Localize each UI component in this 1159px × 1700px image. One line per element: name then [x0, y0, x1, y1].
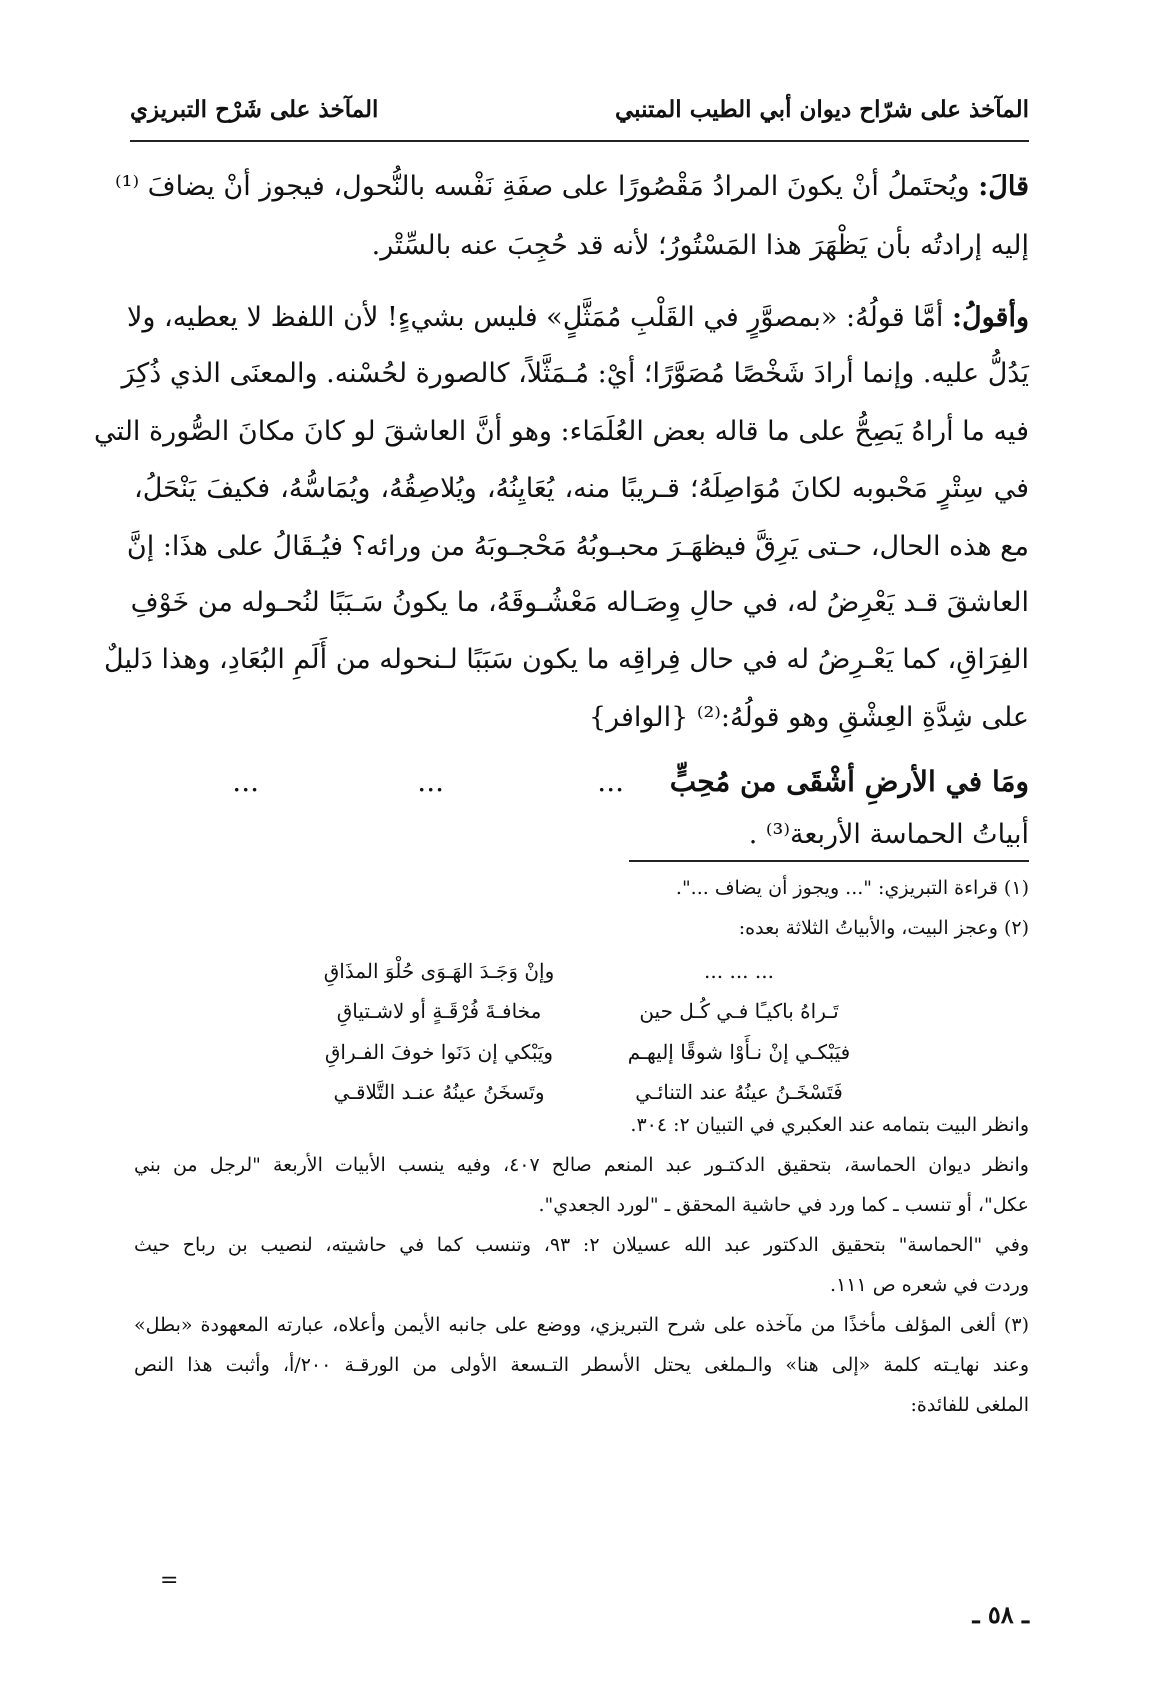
footnote-2-intro: (٢) وعجز البيت، والأبياتُ الثلاثة بعده: — [738, 917, 1029, 939]
poem-ajuz: ويَبْكي إن دَنَوا خوفَ الفـراقِ — [324, 1040, 554, 1064]
verse-line — [134, 760, 1029, 810]
footnote-2-line: وفي "الحماسة" بتحقيق الدكتور عبد الله عسيلان ٢: ٩٣، وتنسب كما في حاشيته، لنصيب بن رباح حيث — [134, 1234, 1029, 1256]
poem-ajuz: وتَسخَنُ عينُهُ عنـد التَّلاقـي — [333, 1080, 545, 1104]
header-rule — [130, 140, 1029, 142]
poem-verse — [314, 1033, 854, 1071]
page-number: ـ ٥٨ ـ — [972, 1600, 1029, 1629]
body-line: قالَ: ويُحتَملُ أنْ يكونَ المرادُ مَقْصُورًا على صفَةِ نَفْسه بالنُّحول، فيجوز أنْ يضافَ ⁽¹⁾ — [114, 171, 1029, 202]
body-line: الفِرَاقِ، كما يَعْـرِضُ له في حال فِراقِه ما يكون سَبَبًا لـنحوله من أَلَمِ البُعَادِ، وهذا دَليلٌ — [104, 644, 1029, 675]
footnote-2-line: وانظر البيت بتمامه عند العكبري في التبيان ٢: ٣٠٤. — [630, 1114, 1029, 1136]
footnote-separator — [629, 860, 1029, 862]
poem-verse — [314, 992, 854, 1030]
verse-hemistich: ومَا في الأرضِ أشْقَى من مُحِبٍّ — [669, 765, 1029, 798]
body-line: في سِتْرٍ مَحْبوبه لكانَ مُوَاصِلَهُ؛ قـريبًا منه، يُعَايِنُهُ، ويُلاصِقُهُ، ويُمَاسُّهُ، فكيفَ يَنْحَلُ، — [134, 473, 1029, 504]
ellipsis: ... — [597, 765, 624, 798]
body-line: أبياتُ الحماسة الأربعة⁽³⁾ . — [748, 819, 1029, 850]
body-line: مع هذه الحال، حـتى يَرِقَّ فيظهَـرَ محبـوبُهُ مَحْجـوبَهُ من ورائه؟ فيُـقَالُ على هذَا: إنَّ — [126, 531, 1029, 562]
footnote-3-line: وعند نهايـته كلمة «إلى هنا» والـملغى يحتل الأسطر التـسعة الأولى من الورقـة ٢٠٠/أ، وأثبت هذا النص — [134, 1354, 1029, 1376]
footnote-1: (١) قراءة التبريزي: "... ويجوز أن يضاف ...". — [675, 877, 1029, 899]
footnote-3-line: (٣) ألغى المؤلف مأخذًا من مآخذه على شرح التبريزي، ووضع على جانبه الأيمن وأعلاه، عبارته المعهودة «بطل» — [134, 1314, 1029, 1336]
poem-ajuz: مخافـةَ فُرْقَـةٍ أو لاشـتياقِ — [336, 999, 542, 1023]
running-header-chapter-title: المآخذ على شَرْح التبريزي — [130, 96, 379, 123]
poem-sadr: تَـراهُ باكيـًا فـي كُـل حين — [639, 999, 839, 1023]
ellipsis: ... — [232, 765, 259, 798]
footnote-2-line: وانظر ديوان الحماسة، بتحقيق الدكتـور عبد المنعم صالح ٤٠٧، وفيه ينسب الأبيات الأربعة "لرجل من بني — [134, 1154, 1029, 1176]
body-line: وأقولُ: أمَّا قولُهُ: «بمصوَّرٍ في القَلْبِ مُمَثَّلٍ» فليس بشيءٍ! لأن اللفظ لا يعطيه، ولا — [127, 302, 1029, 333]
running-header-book-title: المآخذ على شرّاح ديوان أبي الطيب المتنبي — [615, 96, 1029, 123]
poem-sadr: فيَبْكـي إنْ نـأَوْا شوقًا إليهـم — [627, 1040, 851, 1064]
poem-sadr: فَتَسْخَـنُ عينُهُ عند التنائـي — [635, 1080, 843, 1104]
poem-ajuz: وإنْ وَجَـدَ الهَـوَى حُلْوَ المذَاقِ — [323, 959, 555, 983]
ellipsis: ... — [417, 765, 444, 798]
continuation-mark: = — [160, 1568, 179, 1593]
body-line: العاشقَ قـد يَعْرِضُ له، في حالِ وِصَـاله مَعْشُـوقَهُ، ما يكونُ سَـبَبًا لنُحـوله من خَوْفِ — [130, 587, 1029, 618]
body-line: يَدُلُّ عليه. وإنما أرادَ شَخْصًا مُصَوَّرًا؛ أيْ: مُـمَثَّلاً، كالصورة لحُسْنه. والمعنَى الذي ذُكِرَ — [121, 358, 1029, 389]
body-line: على شِدَّةِ العِشْقِ وهو قولُهُ:⁽²⁾ {الوافر} — [588, 702, 1029, 733]
body-line: فيه ما أراهُ يَصِحُّ على ما قاله بعض العُلَمَاء: وهو أنَّ العاشقَ لو كانَ مكانَ الصُّورة التي — [94, 416, 1029, 447]
poem-verse — [314, 1073, 854, 1111]
poem-sadr: ... ... ... — [704, 959, 774, 983]
footnote-2-line: عكل"، أو تنسب ـ كما ورد في حاشية المحقق ـ "لورد الجعدي". — [538, 1194, 1029, 1216]
footnote-3-line: الملغى للفائدة: — [910, 1394, 1029, 1416]
body-line: إليه إرادتُه بأن يَظْهَرَ هذا المَسْتُورُ؛ لأنه قد حُجِبَ عنه بالسِّتْر. — [371, 230, 1029, 261]
poem-verse — [314, 952, 854, 990]
footnote-2-line: وردت في شعره ص ١١١. — [830, 1274, 1029, 1296]
